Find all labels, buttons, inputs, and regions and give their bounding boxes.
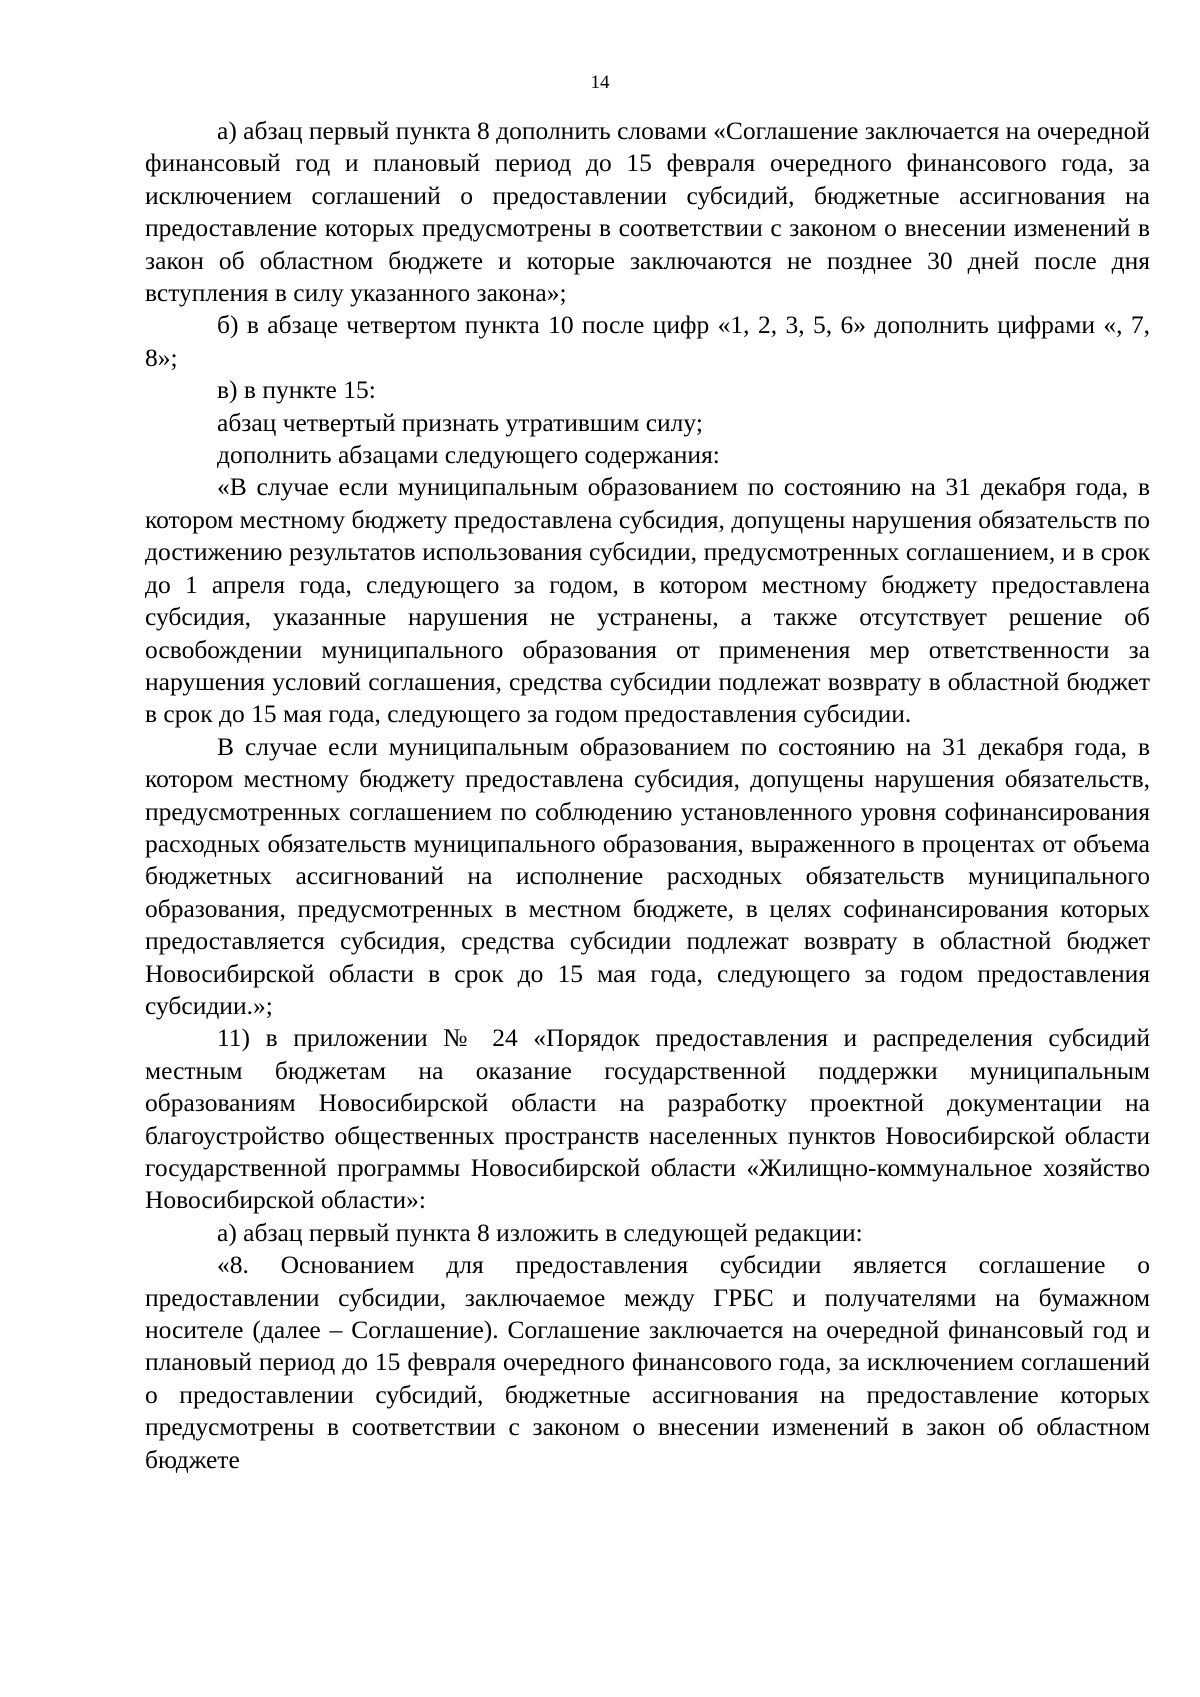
paragraph-item-11: 11) в приложении № 24 «Порядок предоставления и распределения субсидий местным бюджетам на оказание государственной поддержки муниципальным образованиям Новосибирской области на разработку проектной документации на благоустройство общественных пространств населенных пунктов Новосибирской области государственной программы Новосибирской области «Жилищно-коммунальное хозяйство Новосибирской области»:	[145, 1023, 1150, 1215]
paragraph-supplement-intro: дополнить абзацами следующего содержания:	[217, 440, 720, 470]
paragraph-quoted-point-8: «8. Основанием для предоставления субсидии является соглашение о предоставлении субсидии, заключаемое между ГРБС и получателями на бумажном носителе (далее – Соглашение). Соглашение заключается на очередной финансовый год и плановый период до 15 февраля очередного финансового года, за исключением соглашений о предоставлении субсидий, бюджетные ассигнования на предоставление которых предусмотрены в соответствии с законом о внесении изменений в закон об областном бюджете	[145, 1250, 1150, 1474]
paragraph-quoted-violation-2: В случае если муниципальным образованием по состоянию на 31 декабря года, в котором местному бюджету предоставлена субсидия, допущены нарушения обязательств, предусмотренных соглашением по соблюдению установленного уровня софинансирования расходных обязательств муниципального образования, выраженного в процентах от объема бюджетных ассигнований на исполнение расходных обязательств муниципального образования, предусмотренных в местном бюджете, в целях софинансирования которых предоставляется субсидия, средства субсидии подлежат возврату в областной бюджет Новосибирской области в срок до 15 мая года, следующего за годом предоставления субсидии.»;	[145, 731, 1150, 1020]
paragraph-amendment-b: б) в абзаце четвертом пункта 10 после цифр «1, 2, 3, 5, 6» дополнить цифрами «, 7, 8»;	[145, 310, 1150, 372]
page-number: 14	[590, 72, 610, 93]
paragraph-amendment-v: в) в пункте 15:	[217, 375, 376, 405]
paragraph-repeal: абзац четвертый признать утратившим силу;	[217, 407, 703, 437]
paragraph-amendment-a: а) абзац первый пункта 8 дополнить словами «Соглашение заключается на очередной финансовый год и плановый период до 15 февраля очередного финансового года, за исключением соглашений о предоставлении субсидий, бюджетные ассигнования на предоставление которых предусмотрены в соответствии с законом о внесении изменений в закон об областном бюджете и которые заключаются не позднее 30 дней после дня вступления в силу указанного закона»;	[145, 116, 1150, 308]
document-body	[145, 115, 1150, 1476]
paragraph-quoted-violation-1: «В случае если муниципальным образованием по состоянию на 31 декабря года, в котором местному бюджету предоставлена субсидия, допущены нарушения обязательств по достижению результатов использования субсидии, предусмотренных соглашением, и в срок до 1 апреля года, следующего за годом, в котором местному бюджету предоставлена субсидия, указанные нарушения не устранены, а также отсутствует решение об освобождении муниципального образования от применения мер ответственности за нарушения условий соглашения, средства субсидии подлежат возврату в областной бюджет в срок до 15 мая года, следующего за годом предоставления субсидии.	[145, 472, 1150, 729]
paragraph-item-11-a: а) абзац первый пункта 8 изложить в следующей редакции:	[217, 1217, 863, 1247]
